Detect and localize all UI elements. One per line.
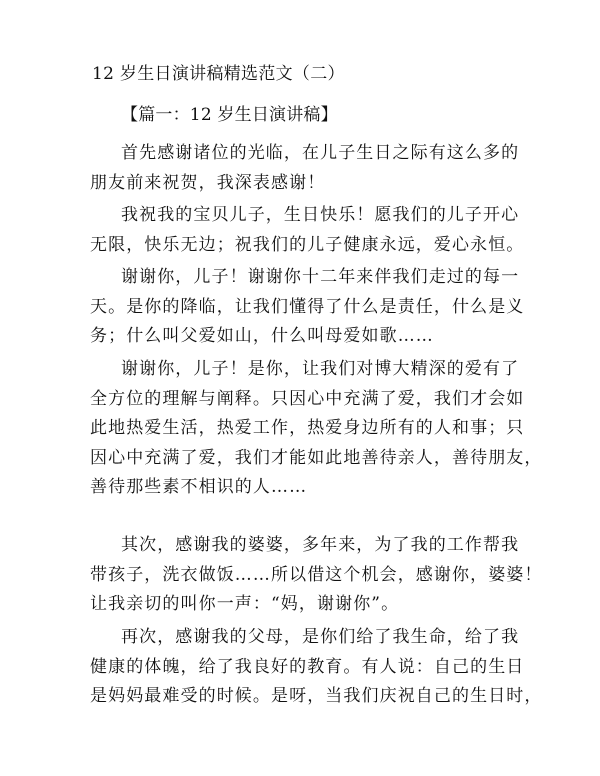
paragraph-line: 首先感谢诸位的光临，在儿子生日之际有这么多的 (121, 143, 520, 163)
paragraph-line: 我祝我的宝贝儿子，生日快乐！愿我们的儿子开心 (121, 205, 520, 225)
paragraph-line: 其次，感谢我的婆婆，多年来，为了我的工作帮我 (121, 535, 520, 555)
section-heading: 【篇一：12 岁生日演讲稿】 (121, 105, 338, 125)
paragraph-line: 因心中充满了爱，我们才能如此地善待亲人，善待朋友， (90, 447, 543, 468)
document-title: 12 岁生日演讲稿精选范文（二） (92, 64, 345, 84)
paragraph-line: 无限，快乐无边；祝我们的儿子健康永远，爱心永恒。 (90, 234, 525, 255)
paragraph-line: 全方位的理解与阐释。只因心中充满了爱，我们才会如 (90, 388, 525, 409)
paragraph-line: 带孩子，洗衣做饭……所以借这个机会，感谢你，婆婆！ (90, 564, 543, 585)
paragraph-line: 善待那些素不相识的人…… (90, 477, 308, 497)
paragraph-line: 谢谢你，儿子！是你，让我们对博大精深的爱有了 (121, 359, 520, 379)
paragraph-5 (90, 531, 543, 620)
paragraph-line: 务；什么叫父爱如山，什么叫母爱如歌…… (90, 326, 434, 346)
paragraph-line: 天。是你的降临，让我们懂得了什么是责任，什么是义 (90, 296, 525, 317)
paragraph-3 (90, 263, 525, 352)
paragraph-1 (90, 139, 520, 198)
paragraph-line: 让我亲切的叫你一声：“妈，谢谢你”。 (90, 594, 400, 614)
paragraph-4 (90, 355, 543, 503)
paragraph-line: 是妈妈最难受的时候。是呀，当我们庆祝自己的生日时， (90, 686, 543, 706)
paragraph-line: 谢谢你，儿子！谢谢你十二年来伴我们走过的每一 (121, 267, 520, 287)
paragraph-line: 此地热爱生活，热爱工作，热爱身边所有的人和事；只 (90, 418, 525, 438)
paragraph-2 (90, 201, 525, 260)
paragraph-line: 健康的体魄，给了我良好的教育。有人说：自己的生日 (90, 656, 525, 677)
paragraph-line: 朋友前来祝贺，我深表感谢！ (90, 172, 326, 193)
paragraph-6 (90, 623, 543, 712)
paragraph-line: 再次，感谢我的父母，是你们给了我生命，给了我 (121, 627, 520, 647)
